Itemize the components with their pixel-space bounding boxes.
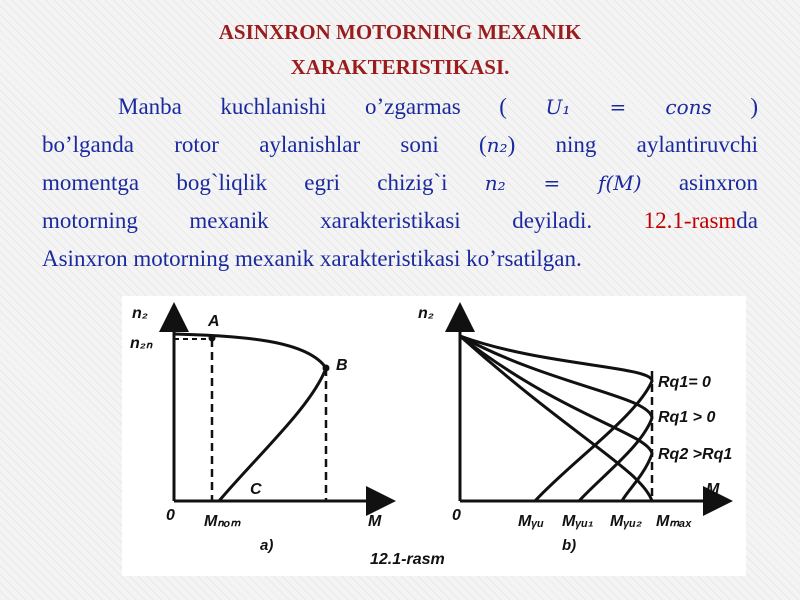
- panel-a-origin: 0: [166, 507, 175, 524]
- panel-b-myu1-label: Mᵧᵤ₁: [562, 513, 594, 530]
- curve-label-rq1-positive: Rq1 > 0: [658, 409, 716, 426]
- paragraph-line-1: [42, 88, 758, 126]
- panel-a-mnom-label: Mₙₒₘ: [204, 513, 241, 530]
- figure-svg: [122, 296, 746, 576]
- text-close-paren: ): [750, 94, 759, 119]
- text-segment: asinxron: [678, 170, 759, 195]
- figure-caption: 12.1-rasm: [370, 551, 445, 568]
- math-function: n₂ = f(M): [484, 171, 642, 195]
- point-b-dot: [323, 365, 330, 372]
- panel-b-caption: b): [562, 537, 577, 554]
- figure-reference: 12.1-rasm: [643, 208, 737, 233]
- text-segment: Manba kuchlanishi o’zgarmas (: [118, 94, 507, 119]
- text-segment: ) ning aylantiruvchi: [507, 132, 758, 157]
- paragraph-line-4: [42, 202, 758, 240]
- panel-a-y-label: n₂: [132, 305, 148, 322]
- panel-b-myu2-label: Mᵧᵤ₂: [610, 513, 643, 530]
- panel-b: [418, 305, 732, 554]
- panel-b-myu-label: Mᵧᵤ: [518, 513, 544, 530]
- panel-b-y-label: n₂: [418, 305, 434, 322]
- panel-b-x-label: M: [706, 481, 720, 498]
- math-u1: U₁ = cons: [545, 95, 712, 119]
- text-segment: momentga bog`liqlik egri chizig`i: [42, 170, 448, 195]
- curve-label-rq2-greater: Rq2 >Rq1: [658, 446, 733, 463]
- page-title-line-1: ASINXRON MOTORNING MEXANIK: [218, 20, 582, 44]
- panel-b-origin: 0: [452, 507, 461, 524]
- panel-b-mmax-label: Mₘₐₓ: [656, 513, 692, 530]
- panel-a-n2n-label: n₂ₙ: [130, 335, 153, 352]
- text-segment: motorning mexanik xarakteristikasi deyiladi.: [42, 208, 593, 233]
- page-title-line-2: XARAKTERISTIKASI.: [290, 55, 510, 79]
- point-c-label: C: [250, 481, 262, 498]
- point-b-label: B: [336, 357, 348, 374]
- panel-a-characteristic-curve: [174, 334, 326, 501]
- text-segment: bo’lganda rotor aylanishlar soni (: [42, 132, 487, 157]
- paragraph-line-2: [42, 126, 758, 164]
- text-segment: da: [736, 208, 759, 233]
- paragraph-line-5: [42, 240, 758, 278]
- point-a-dot: [209, 335, 216, 342]
- paragraph-line-3: [42, 164, 758, 202]
- math-n2: n₂: [486, 133, 508, 157]
- figure-12-1: [122, 296, 746, 576]
- text-segment: Asinxron motorning mexanik xarakteristikasi ko’rsatilgan.: [42, 246, 582, 271]
- panel-a-x-label: M: [368, 513, 382, 530]
- curve-label-rq1-zero: Rq1= 0: [658, 374, 711, 391]
- point-a-label: A: [208, 313, 220, 330]
- panel-a-caption: a): [260, 537, 274, 554]
- panel-a: [130, 305, 390, 554]
